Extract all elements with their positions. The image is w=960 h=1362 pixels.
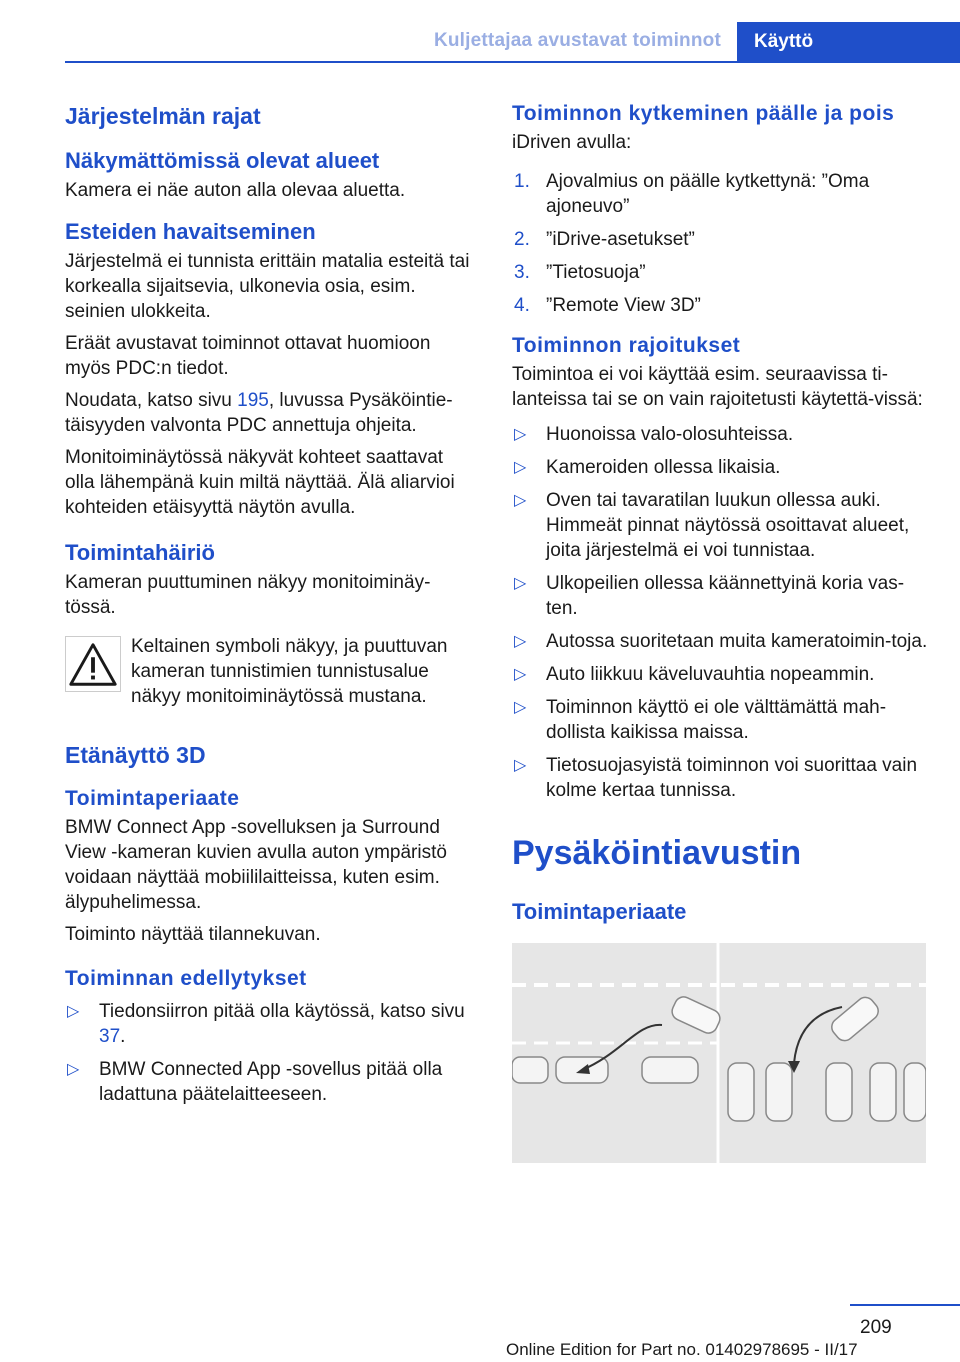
heading-hidden-areas: Näkymättömissä olevat alueet — [65, 148, 380, 173]
triangle-bullet-icon: ▷ — [514, 633, 527, 650]
heading-malfunction: Toimintahäiriö — [65, 540, 215, 565]
header-section-title: Kuljettajaa avustavat toiminnot — [433, 30, 721, 51]
edition-footer: Online Edition for Part no. 01402978695 - II/17 — [506, 1340, 858, 1359]
list-item — [512, 227, 932, 252]
triangle-bullet-icon: ▷ — [514, 426, 527, 443]
list-item — [65, 999, 475, 1049]
page-link-37[interactable]: 37 — [99, 1026, 121, 1047]
heading-remote-view-3d: Etänäyttö 3D — [65, 742, 206, 768]
paragraph-restrictions: Toimintoa ei voi käyttää esim. seuraavissa ti‐lanteissa tai se on vain rajoitetusti käytettä‐vissä: — [512, 364, 923, 410]
text-segment: , luvussa Pysäköintie‐täisyyden valvonta PDC annettuja ohjeita. — [65, 390, 453, 436]
step-text: Ajovalmius on päälle kytkettynä: ”Oma ajoneuvo” — [546, 171, 870, 217]
list-item — [512, 753, 932, 803]
list-item — [512, 455, 932, 480]
list-item-text: Oven tai tavaratilan luukun ollessa auki. Himmeät pinnat näytössä osoittavat alueet, joita järjestelmä ei voi tunnistaa. — [546, 490, 910, 561]
header-chapter-tab: Käyttö — [737, 22, 960, 63]
right-column — [512, 100, 932, 1168]
left-column — [65, 100, 475, 1115]
paragraph-principle-1: BMW Connect App -sovelluksen ja Surround View -kameran kuvien avulla auton ympäristö voidaan näyttää mobiililaitteissa, kuten esim. älypuhelimessa. — [65, 817, 447, 913]
text-segment: . — [120, 1026, 126, 1047]
triangle-bullet-icon: ▷ — [514, 699, 527, 716]
steps-list — [512, 169, 932, 318]
heading-system-limits: Järjestelmän rajat — [65, 103, 261, 129]
list-item-text: Toiminnon käyttö ei ole välttämättä mah‐dollista kaikissa maissa. — [546, 697, 887, 743]
page-number-rule — [850, 1304, 960, 1306]
list-item — [512, 571, 932, 621]
list-item-text: Tietosuojasyistä toiminnon voi suorittaa vain kolme kertaa tunnissa. — [546, 755, 918, 801]
paragraph-obstacles-1: Järjestelmä ei tunnista erittäin matalia esteitä tai korkealla sijaitsevia, ulkonevia osia, esim. seinien ulokkeita. — [65, 251, 470, 322]
restrictions-list — [512, 422, 932, 803]
list-item — [512, 488, 932, 563]
triangle-bullet-icon: ▷ — [514, 492, 527, 509]
heading-parking-assistant: Pysäköintiavustin — [512, 834, 802, 872]
step-number: 1. — [514, 171, 530, 192]
heading-parking-principle: Toimintaperiaate — [512, 899, 687, 924]
step-text: ”Remote View 3D” — [546, 295, 701, 316]
heading-requirements: Toiminnan edellytykset — [65, 967, 307, 990]
list-item — [512, 169, 932, 219]
list-item — [65, 1057, 475, 1107]
text-segment: Noudata, katso sivu — [65, 390, 238, 411]
heading-obstacle-detection: Esteiden havaitseminen — [65, 219, 316, 244]
triangle-bullet-icon: ▷ — [67, 1061, 80, 1078]
triangle-bullet-icon: ▷ — [67, 1003, 80, 1020]
paragraph-obstacles-3 — [65, 388, 475, 438]
header-rule — [65, 61, 737, 63]
triangle-bullet-icon: ▷ — [514, 575, 527, 592]
list-item — [512, 695, 932, 745]
text-segment: Tiedonsiirron pitää olla käytössä, katso sivu — [99, 1001, 465, 1022]
heading-toggle-function: Toiminnon kytkeminen päälle ja pois — [512, 102, 895, 125]
list-item-text: Autossa suoritetaan muita kameratoimin‐toja. — [546, 631, 928, 652]
parking-assistant-illustration — [512, 943, 926, 1163]
step-number: 4. — [514, 295, 530, 316]
step-text: ”Tietosuoja” — [546, 262, 646, 283]
heading-principle: Toimintaperiaate — [65, 787, 240, 810]
step-number: 3. — [514, 262, 530, 283]
list-item-text: Kameroiden ollessa likaisia. — [546, 457, 781, 478]
paragraph-obstacles-4: Monitoiminäytössä näkyvät kohteet saattavat olla lähempänä kuin miltä näyttää. Älä aliarvioi kohteiden etäisyyttä näytön avulla. — [65, 447, 455, 518]
paragraph-obstacles-2: Eräät avustavat toiminnot ottavat huomioon myös PDC:n tiedot. — [65, 333, 431, 379]
page-number: 209 — [860, 1317, 892, 1338]
warning-triangle-icon — [65, 636, 121, 692]
list-item — [512, 293, 932, 318]
step-number: 2. — [514, 229, 530, 250]
step-text: ”iDrive-asetukset” — [546, 229, 695, 250]
list-item — [512, 629, 932, 654]
paragraph-hidden-areas: Kamera ei näe auton alla olevaa aluetta. — [65, 180, 406, 201]
paragraph-principle-2: Toiminto näyttää tilannekuvan. — [65, 924, 321, 945]
triangle-bullet-icon: ▷ — [514, 666, 527, 683]
paragraph-malfunction: Kameran puuttuminen näkyy monitoiminäy‐tössä. — [65, 572, 431, 618]
page-header — [0, 0, 960, 64]
list-item — [512, 662, 932, 687]
list-item-text: Ulkopeilien ollessa käännettyinä koria vas‐ten. — [546, 573, 905, 619]
warning-text: Keltainen symboli näkyy, ja puuttuvan kameran tunnistimien tunnistusalue näkyy monitoiminäytössä mustana. — [131, 636, 448, 707]
list-item-text: Auto liikkuu käveluvauhtia nopeammin. — [546, 664, 875, 685]
triangle-bullet-icon: ▷ — [514, 757, 527, 774]
list-item-text: BMW Connected App -sovellus pitää olla ladattuna päätelaitteeseen. — [99, 1059, 443, 1105]
triangle-bullet-icon: ▷ — [514, 459, 527, 476]
warning-note — [65, 634, 475, 709]
list-item — [512, 422, 932, 447]
requirements-list — [65, 999, 475, 1107]
paragraph-idrive: iDriven avulla: — [512, 132, 632, 153]
list-item-text: Huonoissa valo-olosuhteissa. — [546, 424, 794, 445]
heading-restrictions: Toiminnon rajoitukset — [512, 334, 741, 357]
list-item — [512, 260, 932, 285]
page-link-195[interactable]: 195 — [237, 390, 269, 411]
